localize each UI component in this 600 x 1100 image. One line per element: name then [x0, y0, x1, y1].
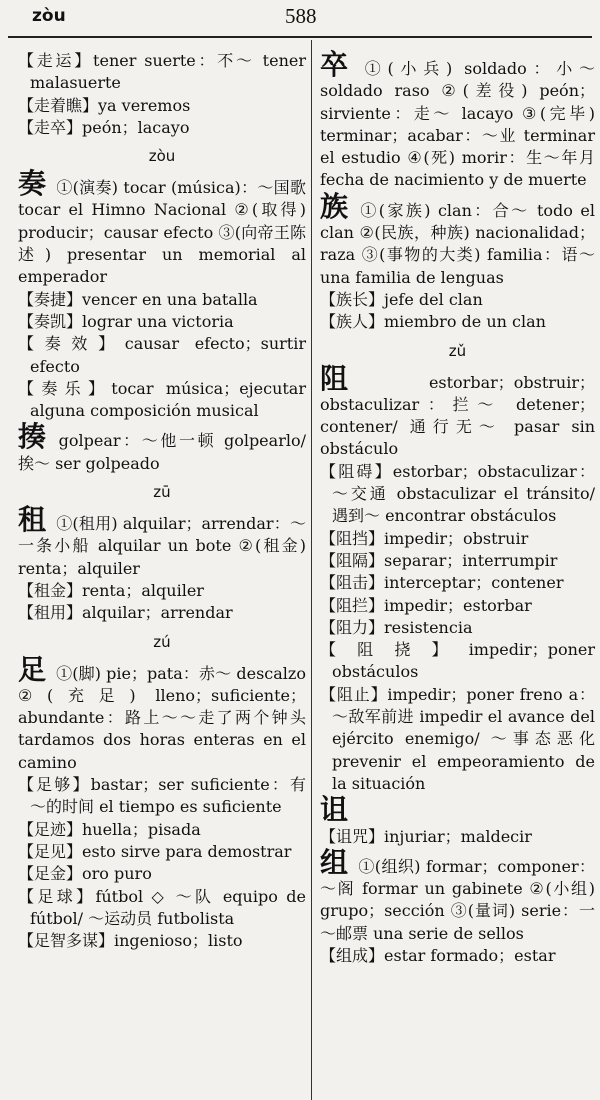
compound-entry: 【租用】alquilar；arrendar — [18, 603, 233, 623]
compound-entry: 【族长】jefe del clan — [320, 289, 483, 309]
headword: 卒 — [320, 48, 355, 81]
dictionary-entry — [320, 189, 595, 289]
headword: 揍 — [18, 420, 49, 454]
compound-entry: 【奏效】causar efecto；surtir efecto — [18, 334, 306, 376]
pinyin-heading: zǔ — [448, 341, 467, 360]
page-number: 588 — [285, 4, 317, 28]
headword: 组 — [320, 845, 349, 879]
entry-definition: estorbar；obstruir；obstaculizar：拦～ detener；contener/ 通行无～ pasar sin obstáculo — [320, 372, 595, 459]
compound-entry: 【阻止】impedir；poner freno a：～敌军前进 impedir el avance del ejército enemigo/ ～事态恶化 prevenir el empeoramiento de la situación — [320, 684, 595, 793]
entry-definition: ①(演奏) tocar (música)：～国歌 tocar el Himno Nacional ②(取得) producir；causar efecto ③(向帝王陈述) presentar un memorial al emperador — [18, 178, 306, 287]
dictionary-entry — [18, 652, 306, 774]
headword: 租 — [18, 503, 47, 537]
entry-definition: ①(脚) pie；pata：赤～ descalzo ②(充足) lleno；suficiente；abundante：路上～～走了两个钟头 tardamos dos horas enteras en el camino — [18, 663, 306, 772]
compound-entry: 【阻挠】impedir；poner obstáculos — [320, 640, 595, 682]
column-divider — [311, 40, 312, 1100]
compound-entry: 【阻挡】impedir；obstruir — [320, 528, 529, 548]
compound-entry: 【奏凯】lograr una victoria — [18, 311, 234, 331]
compound-entry: 【阻力】resistencia — [320, 617, 473, 637]
compound-entry: 【走运】tener suerte：不～ tener malasuerte — [18, 51, 306, 93]
headword: 阻 — [320, 361, 419, 395]
compound-entry: 【阻碍】estorbar；obstaculizar：～交通 obstaculizar el tránsito/ 遇到～ encontrar obstáculos — [320, 461, 595, 526]
dictionary-entry — [320, 795, 595, 825]
page-header — [0, 0, 600, 36]
right-column — [320, 50, 595, 967]
compound-entry: 【足金】oro puro — [18, 864, 152, 884]
dictionary-entry — [18, 169, 306, 288]
dictionary-entry — [320, 361, 595, 461]
headword: 诅 — [320, 793, 349, 827]
compound-entry: 【诅咒】injuriar；maldecir — [320, 826, 532, 846]
compound-entry: 【阻隔】separar；interrumpir — [320, 550, 558, 570]
headword: 奏 — [18, 167, 47, 201]
left-column — [18, 50, 306, 952]
pinyin-heading: zòu — [148, 147, 176, 166]
entry-definition: ①(家族) clan：合～ todo el clan ②(民族，种族) nacionalidad；raza ③(事物的大类) familia：语～ una familia de lenguas — [320, 200, 595, 287]
dictionary-entry — [320, 845, 595, 945]
compound-entry: 【足智多谋】ingenioso；listo — [18, 931, 243, 951]
compound-entry: 【租金】renta；alquiler — [18, 580, 204, 600]
header-pinyin: zòu — [32, 6, 66, 26]
pinyin-heading: zū — [153, 483, 171, 502]
headword: 足 — [18, 652, 47, 686]
compound-entry: 【走卒】peón；lacayo — [18, 117, 190, 137]
compound-entry: 【足够】bastar；ser suficiente：有～的时间 el tiempo es suficiente — [18, 775, 306, 817]
compound-entry: 【组成】estar formado；estar — [320, 945, 556, 965]
dictionary-entry — [18, 505, 306, 580]
header-rule — [8, 36, 592, 38]
entry-definition: ①(小兵) soldado：小～ soldado raso ②(差役) peón；sirviente：走～ lacayo ③(完毕) terminar；acabar：～业 terminar el estudio ④(死) morir：生～年月 fecha de nacimiento y de muerte — [320, 59, 595, 190]
compound-entry: 【奏捷】vencer en una batalla — [18, 289, 258, 309]
headword: 族 — [320, 189, 351, 223]
compound-entry: 【族人】miembro de un clan — [320, 312, 546, 332]
compound-entry: 【奏乐】tocar música；ejecutar alguna composición musical — [18, 378, 306, 421]
compound-entry: 【足迹】huella；pisada — [18, 819, 201, 839]
compound-entry: 【走着瞧】ya veremos — [18, 95, 191, 115]
entry-definition: ①(租用) alquilar；arrendar：～一条小船 alquilar un bote ②(租金) renta；alquiler — [18, 514, 306, 578]
pinyin-heading: zú — [153, 632, 171, 651]
compound-entry: 【阻击】interceptar；contener — [320, 573, 564, 593]
compound-entry: 【足见】esto sirve para demostrar — [18, 841, 292, 861]
entry-definition: ①(组织) formar；componer：～阁 formar un gabinete ②(小组) grupo；sección ③(量词) serie：一～邮票 una serie de sellos — [320, 856, 595, 943]
compound-entry: 【足球】fútbol ◇ ～队 equipo de fútbol/ ～运动员 futbolista — [18, 886, 306, 928]
compound-entry: 【阻拦】impedir；estorbar — [320, 595, 532, 615]
entry-definition: golpear：～他一顿 golpearlo/ 挨～ ser golpeado — [18, 431, 306, 473]
dictionary-entry — [18, 422, 306, 475]
dictionary-entry — [320, 50, 595, 192]
